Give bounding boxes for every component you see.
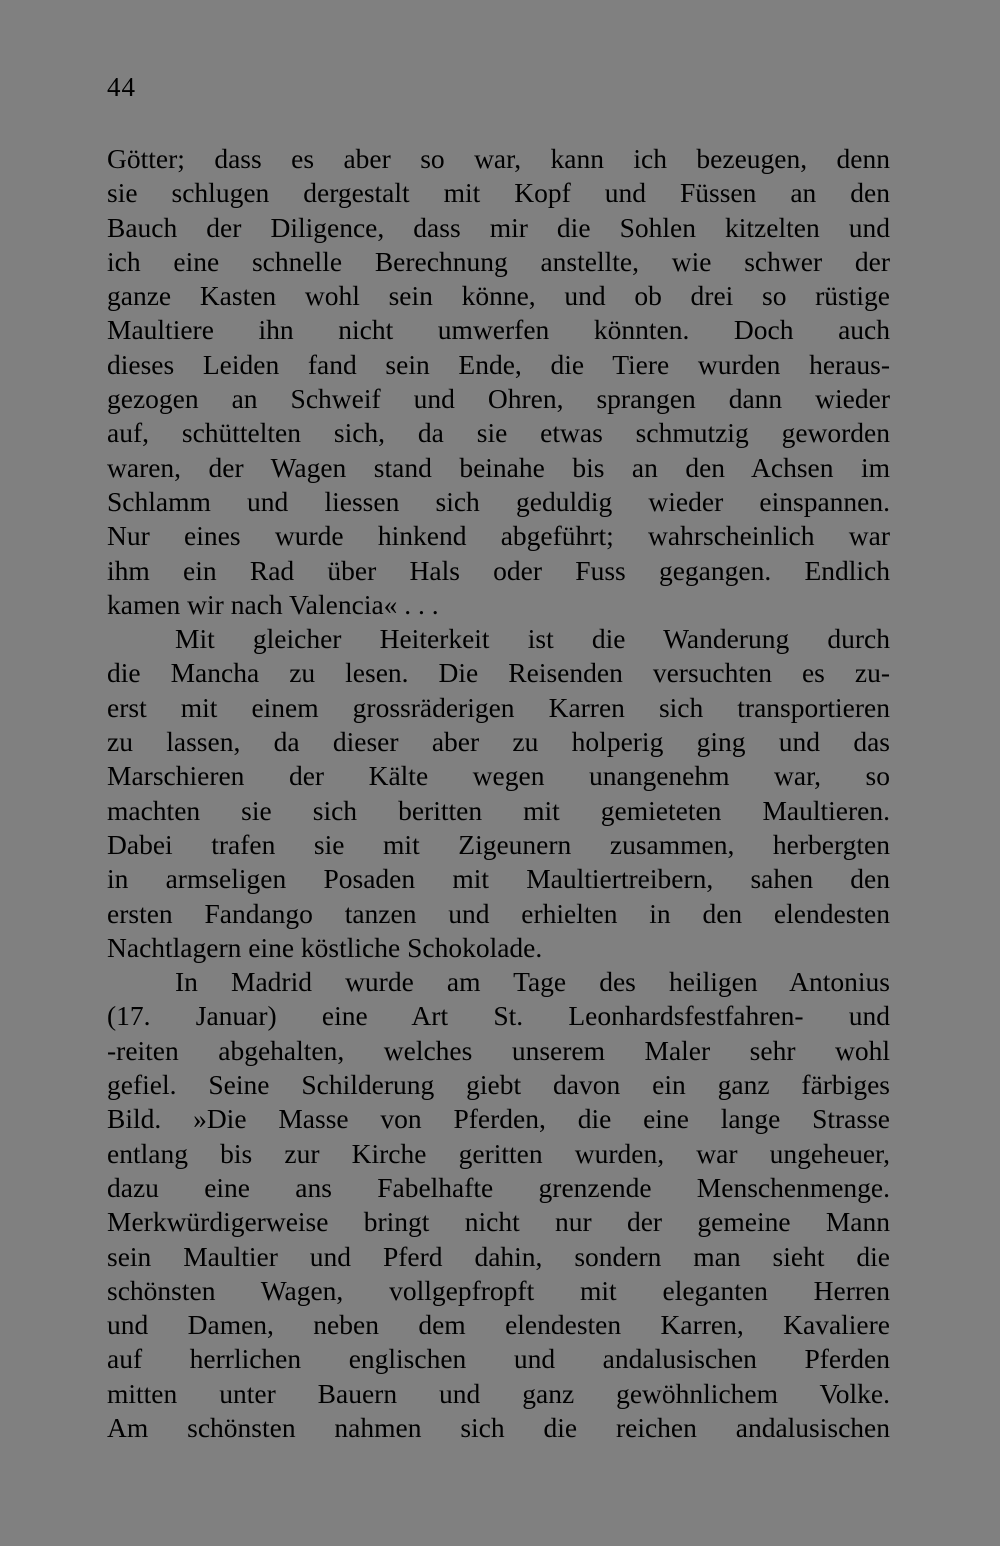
text-line: ganze Kasten wohl sein könne, und ob drei so rüstige bbox=[107, 280, 890, 312]
text-line: entlang bis zur Kirche geritten wurden, war ungeheuer, bbox=[107, 1137, 890, 1169]
text-line: dazu eine ans Fabelhafte grenzende Menschenmenge. bbox=[107, 1171, 890, 1203]
text-line: schönsten Wagen, vollgepfropft mit eleganten Herren bbox=[107, 1274, 890, 1306]
text-line: in armseligen Posaden mit Maultiertreibern, sahen den bbox=[107, 863, 890, 895]
text-line: sie schlugen dergestalt mit Kopf und Füssen an den bbox=[107, 177, 890, 209]
paragraph-first-line: Mit gleicher Heiterkeit ist die Wanderung durch bbox=[175, 623, 890, 655]
text-line: gefiel. Seine Schilderung giebt davon ein ganz färbiges bbox=[107, 1069, 890, 1101]
text-line: erst mit einem grossräderigen Karren sich transportieren bbox=[107, 691, 890, 723]
text-line: auf, schüttelten sich, da sie etwas schmutzig geworden bbox=[107, 417, 890, 449]
text-line: und Damen, neben dem elendesten Karren, Kavaliere bbox=[107, 1309, 890, 1341]
text-line: Merkwürdigerweise bringt nicht nur der gemeine Mann bbox=[107, 1206, 890, 1238]
text-line: sein Maultier und Pferd dahin, sondern man sieht die bbox=[107, 1240, 890, 1272]
text-line: Marschieren der Kälte wegen unangenehm war, so bbox=[107, 760, 890, 792]
text-line: -reiten abgehalten, welches unserem Maler sehr wohl bbox=[107, 1034, 890, 1066]
text-line: Bild. »Die Masse von Pferden, die eine lange Strasse bbox=[107, 1103, 890, 1135]
text-line: die Mancha zu lesen. Die Reisenden versuchten es zu- bbox=[107, 657, 890, 689]
text-line: kamen wir nach Valencia« . . . bbox=[107, 588, 439, 620]
text-line: ersten Fandango tanzen und erhielten in den elendesten bbox=[107, 897, 890, 929]
text-line: Dabei trafen sie mit Zigeunern zusammen, herbergten bbox=[107, 828, 890, 860]
paragraph-first-line: In Madrid wurde am Tage des heiligen Antonius bbox=[175, 966, 890, 998]
text-line: Am schönsten nahmen sich die reichen andalusischen bbox=[107, 1411, 890, 1443]
text-line: machten sie sich beritten mit gemieteten Maultieren. bbox=[107, 794, 890, 826]
text-line: Bauch der Diligence, dass mir die Sohlen kitzelten und bbox=[107, 211, 890, 243]
text-line: Götter; dass es aber so war, kann ich bezeugen, denn bbox=[107, 143, 890, 174]
text-line: Nur eines wurde hinkend abgeführt; wahrscheinlich war bbox=[107, 520, 890, 552]
text-line: Schlamm und liessen sich geduldig wieder einspannen. bbox=[107, 485, 890, 517]
page-number: 44 bbox=[107, 72, 136, 102]
text-line: Maultiere ihn nicht umwerfen könnten. Doch auch bbox=[107, 314, 890, 346]
text-line: waren, der Wagen stand beinahe bis an den Achsen im bbox=[107, 451, 890, 483]
text-line: auf herrlichen englischen und andalusischen Pferden bbox=[107, 1343, 890, 1375]
text-line: (17. Januar) eine Art St. Leonhardsfestfahren- und bbox=[107, 1000, 890, 1032]
text-line: ich eine schnelle Berechnung anstellte, wie schwer der bbox=[107, 245, 890, 277]
text-line: gezogen an Schweif und Ohren, sprangen dann wieder bbox=[107, 383, 890, 415]
text-line: mitten unter Bauern und ganz gewöhnlichem Volke. bbox=[107, 1377, 890, 1409]
text-line: zu lassen, da dieser aber zu holperig ging und das bbox=[107, 726, 890, 758]
text-line: ihm ein Rad über Hals oder Fuss gegangen. Endlich bbox=[107, 554, 890, 586]
text-line: dieses Leiden fand sein Ende, die Tiere wurden heraus- bbox=[107, 348, 890, 380]
body-text bbox=[107, 142, 890, 1445]
text-line: Nachtlagern eine köstliche Schokolade. bbox=[107, 931, 543, 963]
